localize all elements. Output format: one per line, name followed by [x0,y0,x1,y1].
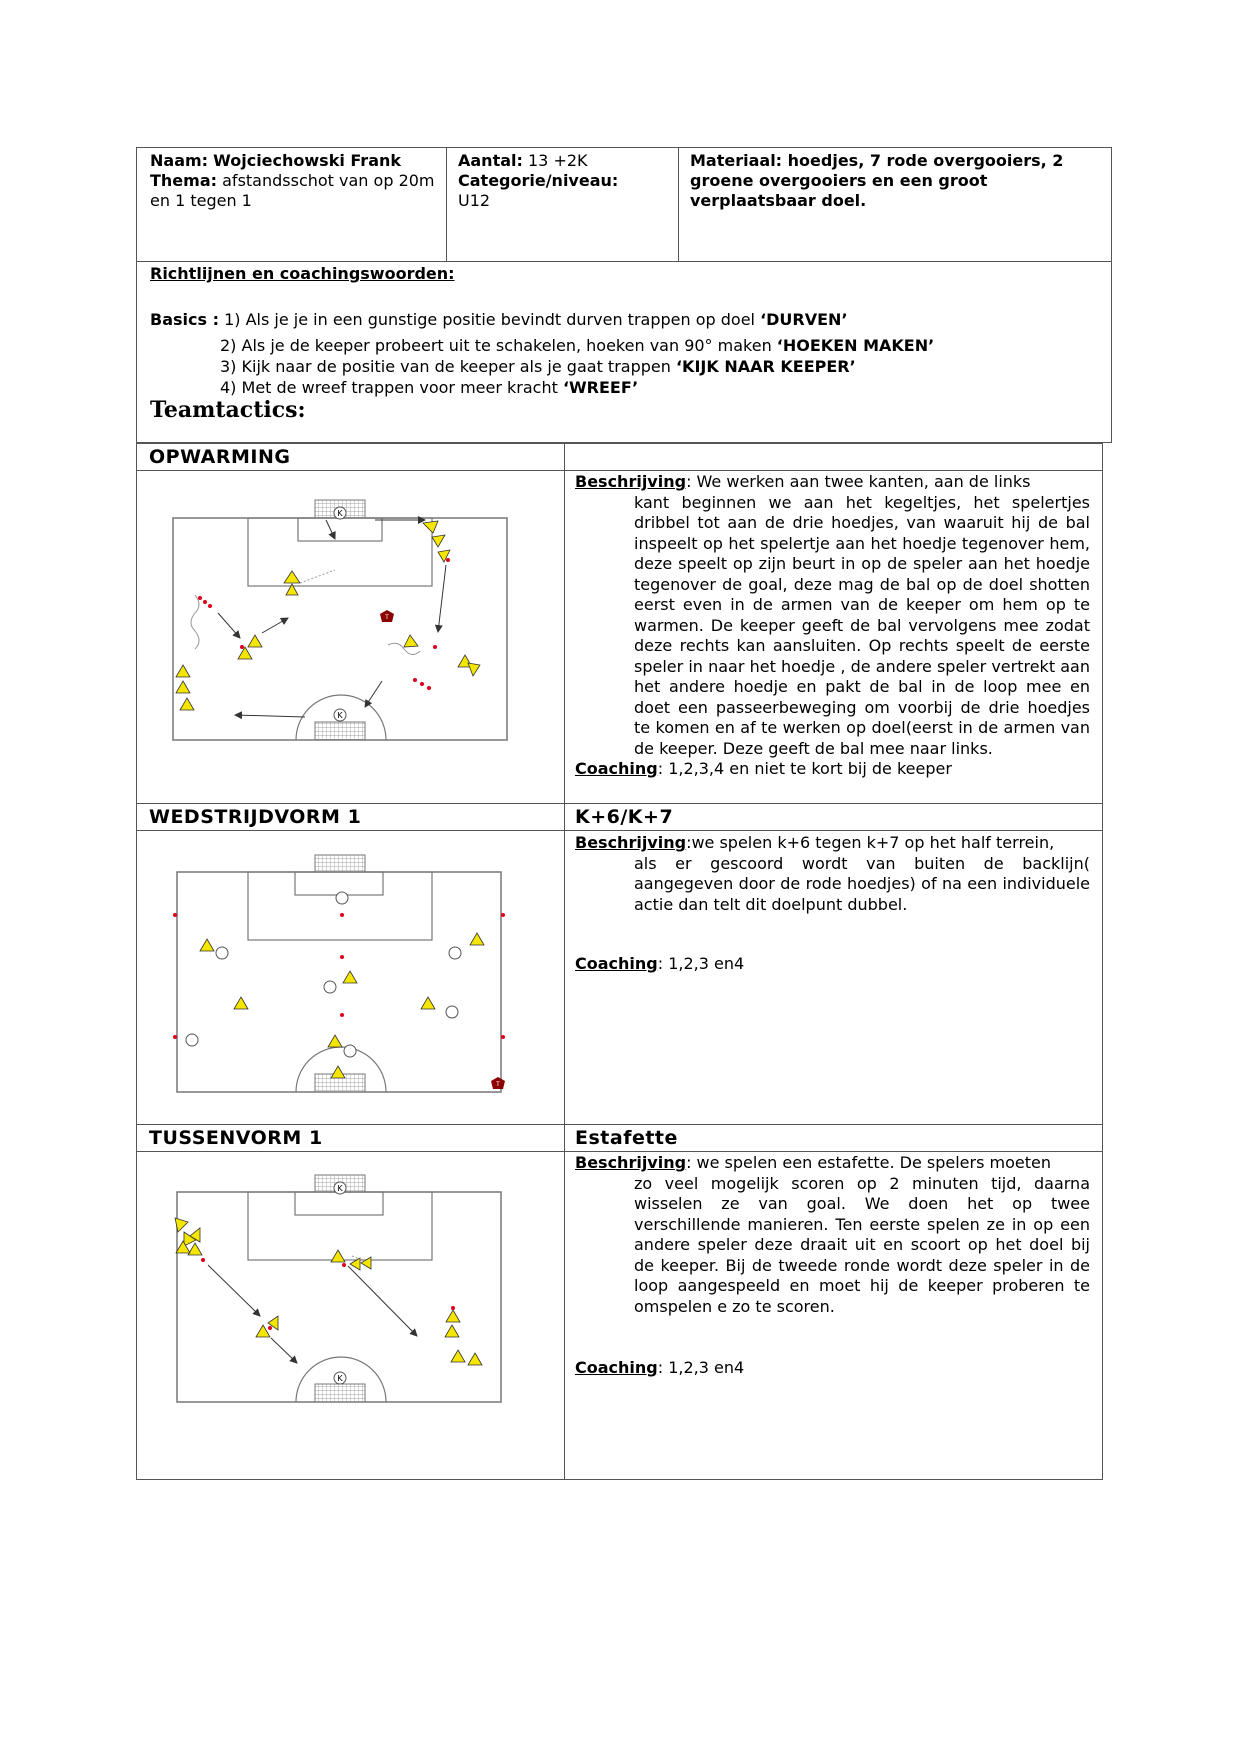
svg-text:K: K [337,1184,343,1193]
coaching-tussenvorm [575,1358,1090,1379]
coaching-text: : 1,2,3,4 en niet te kort bij de keeper [657,759,952,778]
section-subtitle-wedstrijdvorm: K+6/K+7 [575,806,674,828]
yellow-cones [175,1218,482,1365]
desc-first-line: : We werken aan twee kanten, aan de links [686,472,1031,491]
coaching-text: : 1,2,3 en4 [657,1358,745,1377]
materiaal-cell: Materiaal: hoedjes, 7 rode overgooiers, 2 groene overgooiers en een groot verplaatsbaar doel. [690,151,1064,210]
desc-body: zo veel mogelijk scoren op 2 minuten tijd, daarna wisselen ze van goal. We doen het op twee verschillende manieren. Ten eerste spelen ze in op een andere speler deze draait uit en scoort op het doel bij de keeper. Bij de tweede ronde wordt deze speler in de loop aangespeeld en moet hij de keeper proberen te omspelen e zo te scoren. [634,1173,1090,1316]
keeper-bottom [334,709,346,721]
svg-text:K: K [337,711,343,720]
aantal-value: 13 +2K [528,151,588,170]
basics-item-1-text: 1) Als je je in een gunstige positie bevindt durven trappen op doel [224,310,761,329]
section-title-tussenvorm: TUSSENVORM 1 [149,1127,323,1149]
header-divider [136,261,1112,262]
svg-text:T: T [385,614,389,621]
aantal-cell [458,151,673,211]
white-players [186,892,461,1057]
svg-text:K: K [337,509,343,518]
naam-value: Wojciechowski Frank [213,151,402,170]
basics-item-1-key: ‘DURVEN’ [760,310,848,329]
section-desc-opwarming [575,472,1090,780]
teamtactics-heading: Teamtactics: [150,397,306,423]
row-divider-4 [136,1124,1103,1125]
keeper-top [334,1182,346,1194]
thema-value: afstandsschot van op 20m en 1 tegen 1 [150,171,435,210]
basics-item-3-key: ‘KIJK NAAR KEEPER’ [675,357,856,376]
section-desc-tussenvorm [575,1153,1090,1317]
exercise-col-divider [564,443,565,1480]
guidelines-title: Richtlijnen en coachingswoorden: [150,264,455,283]
row-divider-1 [136,470,1103,471]
svg-text:T: T [496,1081,500,1088]
desc-label: Beschrijving [575,833,687,852]
coaching-label: Coaching [575,759,658,778]
basics-line-4 [220,377,638,398]
section-desc-wedstrijdvorm [575,833,1090,915]
yellow-cones [200,933,484,1078]
basics-item-4-key: ‘WREEF’ [562,378,639,397]
categorie-value: U12 [458,191,491,210]
keeper-bottom [334,1372,346,1384]
header-col-divider-2 [678,147,679,261]
desc-label: Beschrijving [575,472,687,491]
coaching-wedstrijdvorm [575,954,1090,975]
naam-cell [150,151,440,211]
basics-line-1 [150,309,848,330]
header-col-divider-1 [446,147,447,261]
basics-label: Basics : [150,310,219,329]
row-divider-2 [136,803,1103,804]
diagram-opwarming [170,495,512,745]
basics-item-4-text: 4) Met de wreef trappen voor meer kracht [220,378,563,397]
coaching-text: : 1,2,3 en4 [657,954,745,973]
row-divider-3 [136,830,1103,831]
row-divider-5 [136,1151,1103,1152]
diagram-tussenvorm [170,1170,512,1410]
desc-body: kant beginnen we aan het kegeltjes, het spelertjes dribbel tot aan de drie hoedjes, van waaruit hij de bal inspeelt op het spelertje aan het hoedje tegenover hem, deze speelt op zijn beurt in op de speler aan het hoedje tegenover de goal, deze mag de bal op de doel shotten eerst even in de armen van de keeper om hem op te warmen. De keeper geeft de bal vervolgens mee zodat deze rechts kan aansluiten. Op rechts speelt de eerste speler in naar het hoedje , de andere speler vertrekt aan het andere hoedje en pakt de bal in de loop mee en doet een passeerbeweging om voorbij de drie hoedjes te komen en af te werken op doel(eerst in de armen van de keeper. Deze geeft de bal mee naar links. [634,492,1090,758]
naam-label: Naam: [150,151,209,170]
desc-label: Beschrijving [575,1153,687,1172]
yellow-cones [176,521,480,710]
diagram-wedstrijdvorm [170,850,512,1095]
basics-item-2-text: 2) Als je de keeper probeert uit te schakelen, hoeken van 90° maken [220,336,777,355]
desc-first-line: :we spelen k+6 tegen k+7 op het half terrein, [686,833,1055,852]
basics-item-3-text: 3) Kijk naar de positie van de keeper als je gaat trappen [220,357,676,376]
coaching-label: Coaching [575,1358,658,1377]
coaching-label: Coaching [575,954,658,973]
aantal-label: Aantal: [458,151,523,170]
section-title-opwarming: OPWARMING [149,446,291,468]
desc-first-line: : we spelen een estafette. De spelers moeten [686,1153,1051,1172]
keeper-top [334,507,346,519]
svg-text:K: K [337,1374,343,1383]
section-title-wedstrijdvorm: WEDSTRIJDVORM 1 [149,806,362,828]
basics-line-2 [220,335,934,356]
section-subtitle-tussenvorm: Estafette [575,1127,678,1149]
thema-label: Thema: [150,171,218,190]
categorie-label: Categorie/niveau: [458,171,619,190]
basics-item-2-key: ‘HOEKEN MAKEN’ [776,336,935,355]
desc-body: als er gescoord wordt van buiten de backlijn( aangegeven door de rode hoedjes) of na een individuele actie dan telt dit doelpunt dubbel. [634,853,1090,914]
basics-line-3 [220,356,856,377]
